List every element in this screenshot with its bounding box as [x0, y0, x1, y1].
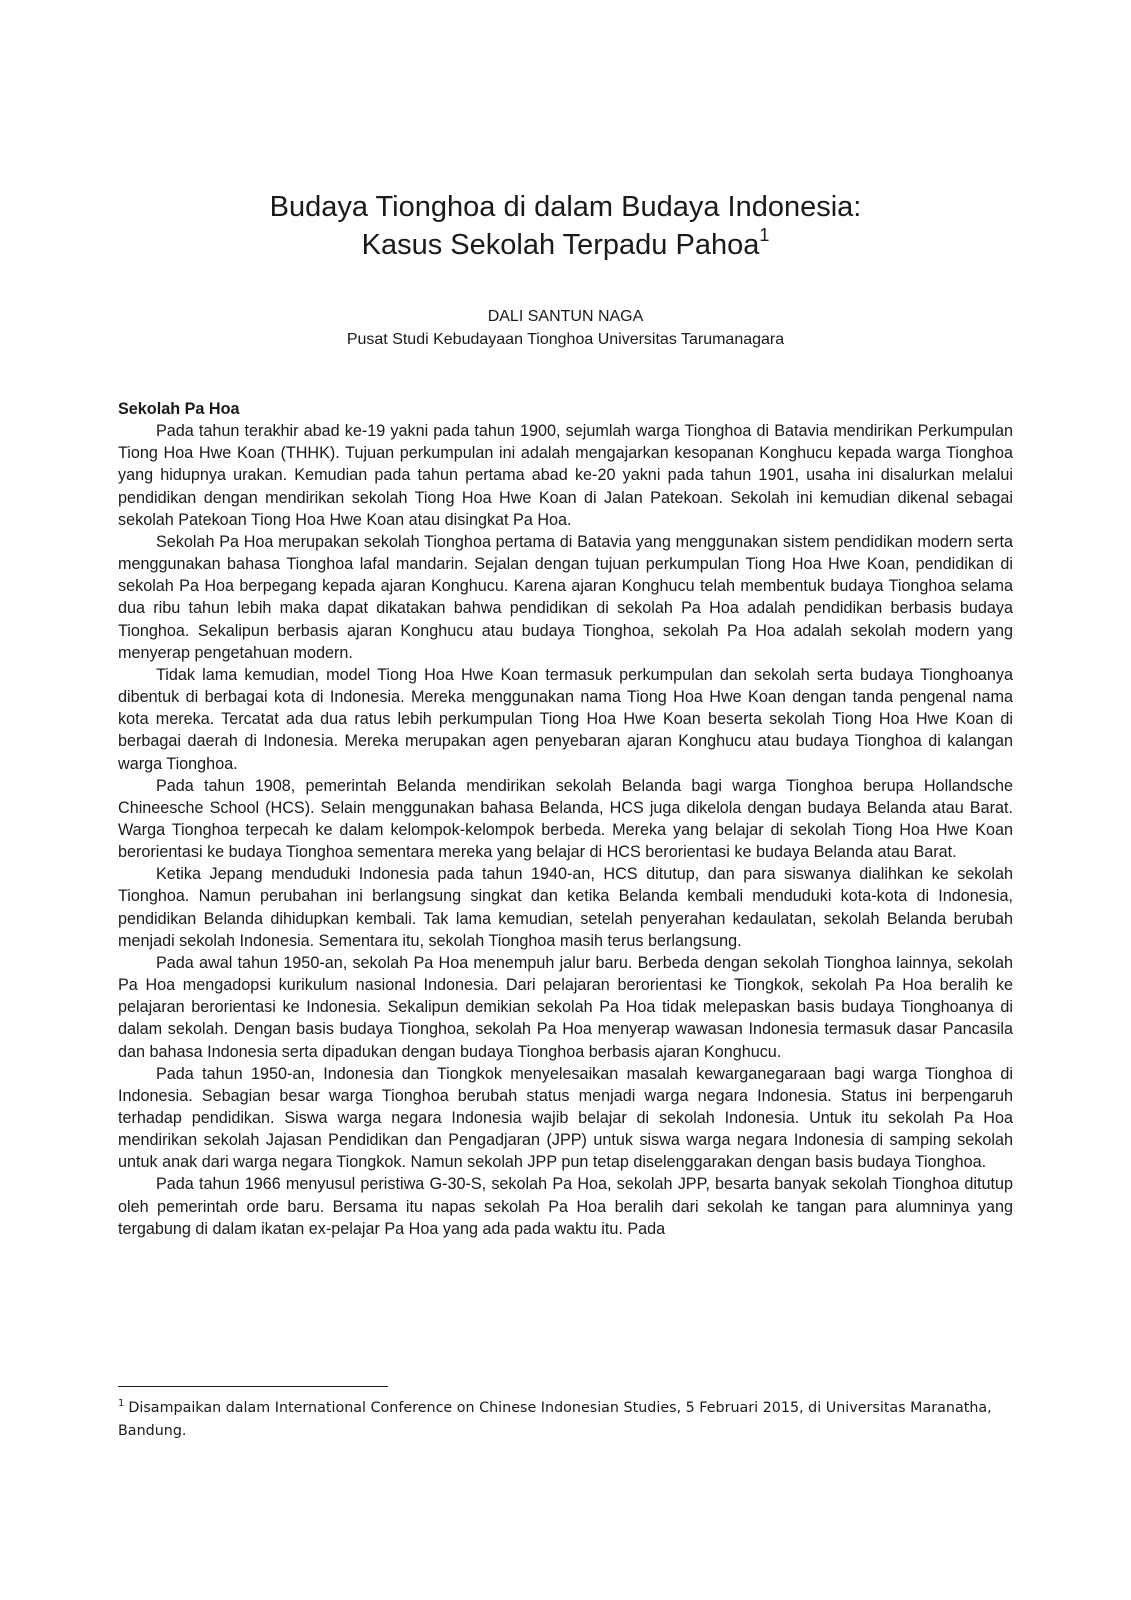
- paragraph: Sekolah Pa Hoa merupakan sekolah Tionghoa pertama di Batavia yang menggunakan sistem pendidikan modern serta menggunakan bahasa Tionghoa lafal mandarin. Sejalan dengan tujuan perkumpulan Tiong Hoa Hwe Koan, pendidikan di sekolah Pa Hoa berpegang kepada ajaran Konghucu. Karena ajaran Konghucu telah membentuk budaya Tionghoa selama dua ribu tahun lebih maka dapat dikatakan bahwa pendidikan di sekolah Pa Hoa adalah pendidikan berbasis budaya Tionghoa. Sekalipun berbasis ajaran Konghucu atau budaya Tionghoa, sekolah Pa Hoa adalah sekolah modern yang menyerap pengetahuan modern.: [118, 532, 1013, 662]
- title-line-2-text: Kasus Sekolah Terpadu Pahoa: [361, 229, 760, 261]
- author-block: [118, 305, 1013, 351]
- paragraph: Ketika Jepang menduduki Indonesia pada tahun 1940-an, HCS ditutup, dan para siswanya dialihkan ke sekolah Tionghoa. Namun perubahan ini berlangsung singkat dan ketika Belanda kembali menduduki kota-kota di Indonesia, pendidikan Belanda dihidupkan kembali. Tak lama kemudian, setelah penyerahan kedaulatan, sekolah Belanda berubah menjadi sekolah Indonesia. Sementara itu, sekolah Tionghoa masih terus berlangsung.: [118, 865, 1013, 950]
- title-line-2: [118, 226, 1013, 264]
- footnote-separator: [118, 1386, 388, 1387]
- author-affiliation: Pusat Studi Kebudayaan Tionghoa Universitas Tarumanagara: [346, 331, 785, 348]
- author-name: DALI SANTUN NAGA: [487, 308, 644, 325]
- title-line-1: Budaya Tionghoa di dalam Budaya Indonesia:: [269, 191, 862, 223]
- paragraph: Pada tahun 1908, pemerintah Belanda mendirikan sekolah Belanda bagi warga Tionghoa berupa Hollandsche Chineesche School (HCS). Selain menggunakan bahasa Belanda, HCS juga dikelola dengan budaya Belanda atau Barat. Warga Tionghoa terpecah ke dalam kelompok-kelompok berbeda. Mereka yang belajar di sekolah Tiong Hoa Hwe Koan berorientasi ke budaya Tionghoa sementara mereka yang belajar di HCS berorientasi ke budaya Belanda atau Barat.: [118, 776, 1013, 862]
- paragraph: Pada tahun 1950-an, Indonesia dan Tiongkok menyelesaikan masalah kewarganegaraan bagi warga Tionghoa di Indonesia. Sebagian besar warga Tionghoa berubah status menjadi warga negara Indonesia. Status ini berpengaruh terhadap pendidikan. Siswa warga negara Indonesia wajib belajar di sekolah Indonesia. Untuk itu sekolah Pa Hoa mendirikan sekolah Jajasan Pendidikan dan Pengadjaran (JPP) untuk siswa warga negara Indonesia di samping sekolah untuk anak dari warga negara Tiongkok. Namun sekolah JPP pun tetap diselenggarakan dengan basis budaya Tionghoa.: [118, 1064, 1013, 1172]
- footnote-number: 1: [118, 1398, 125, 1409]
- title-block: [118, 188, 1013, 264]
- paragraph: Tidak lama kemudian, model Tiong Hoa Hwe Koan termasuk perkumpulan dan sekolah serta budaya Tionghoanya dibentuk di berbagai kota di Indonesia. Mereka menggunakan nama Tiong Hoa Hwe Koan dengan tanda pengenal nama kota mereka. Tercatat ada dua ratus lebih perkumpulan Tiong Hoa Hwe Koan beserta sekolah Tiong Hoa Hwe Koan di berbagai daerah di Indonesia. Mereka merupakan agen penyebaran ajaran Konghucu atau budaya Tionghoa di kalangan warga Tionghoa.: [118, 665, 1013, 773]
- paragraph: Pada tahun terakhir abad ke-19 yakni pada tahun 1900, sejumlah warga Tionghoa di Batavia mendirikan Perkumpulan Tiong Hoa Hwe Koan (THHK). Tujuan perkumpulan ini adalah mengajarkan kesopanan Konghucu kepada warga Tionghoa yang hidupnya urakan. Kemudian pada tahun pertama abad ke-20 yakni pada tahun 1901, usaha ini disalurkan melalui pendidikan dengan mendirikan sekolah Tiong Hoa Hwe Koan di Jalan Patekoan. Sekolah ini kemudian dikenal sebagai sekolah Patekoan Tiong Hoa Hwe Koan atau disingkat Pa Hoa.: [118, 422, 1013, 529]
- paragraph: Pada awal tahun 1950-an, sekolah Pa Hoa menempuh jalur baru. Berbeda dengan sekolah Tionghoa lainnya, sekolah Pa Hoa mengadopsi kurikulum nasional Indonesia. Dari pelajaran berorientasi ke Tiongkok, sekolah Pa Hoa beralih ke pelajaran berorientasi ke Indonesia. Sekalipun demikian sekolah Pa Hoa tidak melepaskan basis budaya Tionghoanya di dalam sekolah. Dengan basis budaya Tionghoa, sekolah Pa Hoa menyerap wawasan Indonesia termasuk dasar Pancasila dan bahasa Indonesia serta dipadukan dengan budaya Tionghoa berbasis ajaran Konghucu.: [118, 953, 1013, 1061]
- footnote: [118, 1397, 1013, 1443]
- section-heading: Sekolah Pa Hoa: [118, 400, 240, 418]
- body-text: [118, 398, 1013, 1240]
- footnote-text: Disampaikan dalam International Conference on Chinese Indonesian Studies, 5 Februari 2015, di Universitas Maranatha, Bandung.: [118, 1400, 992, 1439]
- title-footnote-ref: 1: [759, 225, 770, 245]
- paragraph: Pada tahun 1966 menyusul peristiwa G-30-S, sekolah Pa Hoa, sekolah JPP, besarta banyak sekolah Tionghoa ditutup oleh pemerintah orde baru. Bersama itu napas sekolah Pa Hoa beralih dari sekolah ke tangan para alumninya yang tergabung di dalam ikatan ex-pelajar Pa Hoa yang ada pada waktu itu. Pada: [118, 1175, 1013, 1238]
